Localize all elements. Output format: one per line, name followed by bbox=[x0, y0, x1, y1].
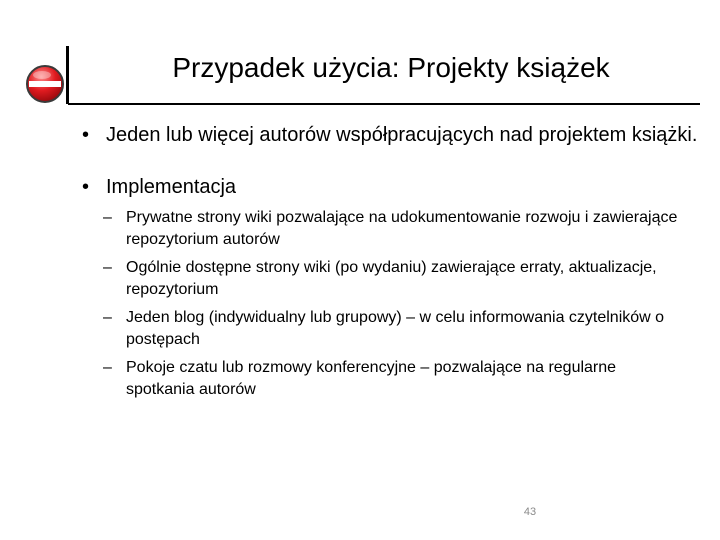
bullet-text: Jeden lub więcej autorów współpracujących nad projektem książki. bbox=[106, 124, 698, 146]
bullet-text: Implementacja bbox=[106, 176, 237, 198]
bullet-item bbox=[82, 122, 702, 149]
slide-title: Przypadek użycia: Projekty książek bbox=[172, 52, 610, 83]
bullet-mark: • bbox=[82, 176, 90, 198]
title-vertical-rule bbox=[66, 46, 69, 104]
sub-bullet-text: Jeden blog (indywidualny lub grupowy) – w celu informowania czytelników o postępach bbox=[126, 309, 665, 348]
bullet-mark: • bbox=[82, 124, 90, 146]
sub-bullet-text: Ogólnie dostępne strony wiki (po wydaniu) zawierające erraty, aktualizacje, repozytorium bbox=[126, 259, 657, 298]
dash-mark: – bbox=[103, 309, 112, 326]
dash-mark: – bbox=[103, 209, 112, 226]
sub-bullet-item bbox=[82, 357, 702, 401]
red-circle-minus-icon bbox=[25, 64, 65, 104]
bullet-item bbox=[82, 174, 702, 201]
sub-bullet-item bbox=[82, 257, 702, 301]
sub-bullet-text: Prywatne strony wiki pozwalające na udokumentowanie rozwoju i zawierające repozytorium autorów bbox=[126, 209, 678, 248]
title-horizontal-rule bbox=[68, 103, 700, 105]
sub-bullet-item bbox=[82, 207, 702, 251]
dash-mark: – bbox=[103, 359, 112, 376]
slide-content bbox=[82, 122, 702, 407]
page-number: 43 bbox=[523, 506, 537, 518]
sub-bullet-item bbox=[82, 307, 702, 351]
sub-bullet-text: Pokoje czatu lub rozmowy konferencyjne – pozwalające na regularne spotkania autorów bbox=[126, 359, 617, 398]
dash-mark: – bbox=[103, 259, 112, 276]
